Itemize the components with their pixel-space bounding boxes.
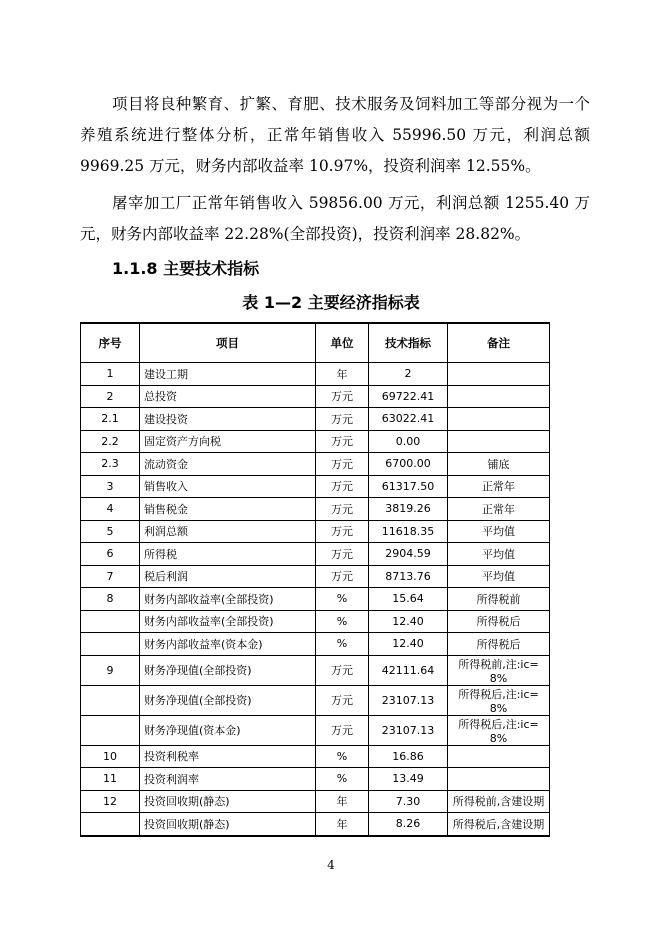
row-unit: 万元 bbox=[316, 408, 369, 431]
row-value: 63022.41 bbox=[369, 408, 448, 431]
table-row bbox=[81, 790, 550, 813]
row-unit: 万元 bbox=[316, 715, 369, 745]
table-row bbox=[81, 430, 550, 453]
row-item: 财务净现值(全部投资) bbox=[140, 655, 316, 685]
row-item: 建设工期 bbox=[140, 363, 316, 386]
section-heading: 1.1.8 主要技术指标 bbox=[112, 259, 260, 278]
table-caption: 表 1—2 主要经济指标表 bbox=[242, 293, 420, 312]
row-note bbox=[448, 768, 550, 791]
row-unit: 万元 bbox=[316, 565, 369, 588]
row-no: 1 bbox=[81, 363, 140, 386]
paragraph-slaughterhouse: 屠宰加工厂正常年销售收入 59856.00 万元，利润总额 1255.40 万元，财务内部收益率 22.28%(全部投资)，投资利润率 28.82%。 bbox=[80, 194, 590, 243]
row-no: 6 bbox=[81, 543, 140, 566]
row-item: 总投资 bbox=[140, 385, 316, 408]
row-item: 投资利润率 bbox=[140, 768, 316, 791]
row-unit: 万元 bbox=[316, 430, 369, 453]
table-row bbox=[81, 520, 550, 543]
row-unit: 万元 bbox=[316, 453, 369, 476]
row-no: 7 bbox=[81, 565, 140, 588]
row-no: 8 bbox=[81, 588, 140, 611]
row-item: 投资利税率 bbox=[140, 745, 316, 768]
row-unit: 年 bbox=[316, 813, 369, 836]
row-unit: 年 bbox=[316, 790, 369, 813]
row-unit: 万元 bbox=[316, 475, 369, 498]
row-unit: 年 bbox=[316, 363, 369, 386]
paragraph-breeding-system: 项目将良种繁育、扩繁、育肥、技术服务及饲料加工等部分视为一个养殖系统进行整体分析，正常年销售收入 55996.50 万元，利润总额 9969.25 万元，财务内部收益率 10.97%，投资利润率 12.55%。 bbox=[80, 95, 590, 175]
row-note: 正常年 bbox=[448, 498, 550, 521]
row-item: 财务内部收益率(全部投资) bbox=[140, 588, 316, 611]
row-note bbox=[448, 408, 550, 431]
row-note bbox=[448, 363, 550, 386]
table-row bbox=[81, 633, 550, 656]
row-value: 8713.76 bbox=[369, 565, 448, 588]
row-value: 69722.41 bbox=[369, 385, 448, 408]
row-no: 11 bbox=[81, 768, 140, 791]
row-no bbox=[81, 813, 140, 836]
row-note bbox=[448, 745, 550, 768]
row-value: 2 bbox=[369, 363, 448, 386]
row-note: 平均值 bbox=[448, 520, 550, 543]
table-row bbox=[81, 745, 550, 768]
table-row bbox=[81, 610, 550, 633]
row-value: 8.26 bbox=[369, 813, 448, 836]
row-no: 12 bbox=[81, 790, 140, 813]
row-item: 投资回收期(静态) bbox=[140, 813, 316, 836]
row-value: 16.86 bbox=[369, 745, 448, 768]
row-note bbox=[448, 385, 550, 408]
row-unit: 万元 bbox=[316, 520, 369, 543]
table-row bbox=[81, 813, 550, 836]
table-header-row bbox=[81, 323, 550, 363]
row-no: 2.3 bbox=[81, 453, 140, 476]
table-row bbox=[81, 565, 550, 588]
row-note: 所得税后,注:ic= 8% bbox=[448, 685, 550, 715]
row-no: 10 bbox=[81, 745, 140, 768]
row-unit: % bbox=[316, 745, 369, 768]
table-row bbox=[81, 475, 550, 498]
row-item: 销售税金 bbox=[140, 498, 316, 521]
header-no: 序号 bbox=[81, 323, 140, 363]
economic-indicators-table bbox=[80, 322, 550, 837]
table-row bbox=[81, 655, 550, 685]
row-item: 利润总额 bbox=[140, 520, 316, 543]
row-value: 11618.35 bbox=[369, 520, 448, 543]
row-no: 3 bbox=[81, 475, 140, 498]
row-unit: 万元 bbox=[316, 498, 369, 521]
header-note: 备注 bbox=[448, 323, 550, 363]
row-no: 5 bbox=[81, 520, 140, 543]
table-row bbox=[81, 543, 550, 566]
row-item: 财务净现值(资本金) bbox=[140, 715, 316, 745]
row-no: 2.2 bbox=[81, 430, 140, 453]
row-value: 12.40 bbox=[369, 610, 448, 633]
row-value: 6700.00 bbox=[369, 453, 448, 476]
row-item: 所得税 bbox=[140, 543, 316, 566]
row-item: 建设投资 bbox=[140, 408, 316, 431]
row-note bbox=[448, 430, 550, 453]
row-unit: % bbox=[316, 768, 369, 791]
table-row bbox=[81, 498, 550, 521]
row-note: 所得税前 bbox=[448, 588, 550, 611]
row-value: 23107.13 bbox=[369, 715, 448, 745]
row-item: 投资回收期(静态) bbox=[140, 790, 316, 813]
table-row bbox=[81, 715, 550, 745]
row-item: 固定资产方向税 bbox=[140, 430, 316, 453]
row-value: 3819.26 bbox=[369, 498, 448, 521]
row-note: 正常年 bbox=[448, 475, 550, 498]
row-value: 0.00 bbox=[369, 430, 448, 453]
table-row bbox=[81, 385, 550, 408]
row-item: 财务内部收益率(全部投资) bbox=[140, 610, 316, 633]
row-value: 7.30 bbox=[369, 790, 448, 813]
row-no bbox=[81, 633, 140, 656]
table-row bbox=[81, 453, 550, 476]
row-no: 2 bbox=[81, 385, 140, 408]
row-value: 2904.59 bbox=[369, 543, 448, 566]
table-row bbox=[81, 768, 550, 791]
table-row bbox=[81, 685, 550, 715]
row-unit: % bbox=[316, 610, 369, 633]
row-unit: % bbox=[316, 588, 369, 611]
row-note: 平均值 bbox=[448, 565, 550, 588]
row-no bbox=[81, 685, 140, 715]
page-number: 4 bbox=[327, 858, 335, 872]
row-unit: % bbox=[316, 633, 369, 656]
row-unit: 万元 bbox=[316, 385, 369, 408]
row-value: 13.49 bbox=[369, 768, 448, 791]
row-note: 所得税前,注:ic= 8% bbox=[448, 655, 550, 685]
row-item: 财务内部收益率(资本金) bbox=[140, 633, 316, 656]
row-unit: 万元 bbox=[316, 543, 369, 566]
row-item: 财务净现值(全部投资) bbox=[140, 685, 316, 715]
table-row bbox=[81, 408, 550, 431]
row-value: 42111.64 bbox=[369, 655, 448, 685]
row-note: 铺底 bbox=[448, 453, 550, 476]
row-value: 61317.50 bbox=[369, 475, 448, 498]
row-no: 9 bbox=[81, 655, 140, 685]
row-note: 所得税前,含建设期 bbox=[448, 790, 550, 813]
row-no bbox=[81, 715, 140, 745]
row-unit: 万元 bbox=[316, 685, 369, 715]
header-item: 项目 bbox=[140, 323, 316, 363]
header-unit: 单位 bbox=[316, 323, 369, 363]
row-value: 12.40 bbox=[369, 633, 448, 656]
table-row bbox=[81, 588, 550, 611]
row-note: 所得税后,注:ic= 8% bbox=[448, 715, 550, 745]
row-note: 所得税后 bbox=[448, 610, 550, 633]
row-item: 流动资金 bbox=[140, 453, 316, 476]
row-unit: 万元 bbox=[316, 655, 369, 685]
row-no: 2.1 bbox=[81, 408, 140, 431]
row-note: 平均值 bbox=[448, 543, 550, 566]
row-item: 销售收入 bbox=[140, 475, 316, 498]
row-value: 23107.13 bbox=[369, 685, 448, 715]
row-note: 所得税后,含建设期 bbox=[448, 813, 550, 836]
row-no bbox=[81, 610, 140, 633]
header-value: 技术指标 bbox=[369, 323, 448, 363]
table-row bbox=[81, 363, 550, 386]
row-no: 4 bbox=[81, 498, 140, 521]
row-value: 15.64 bbox=[369, 588, 448, 611]
row-note: 所得税后 bbox=[448, 633, 550, 656]
row-item: 税后利润 bbox=[140, 565, 316, 588]
